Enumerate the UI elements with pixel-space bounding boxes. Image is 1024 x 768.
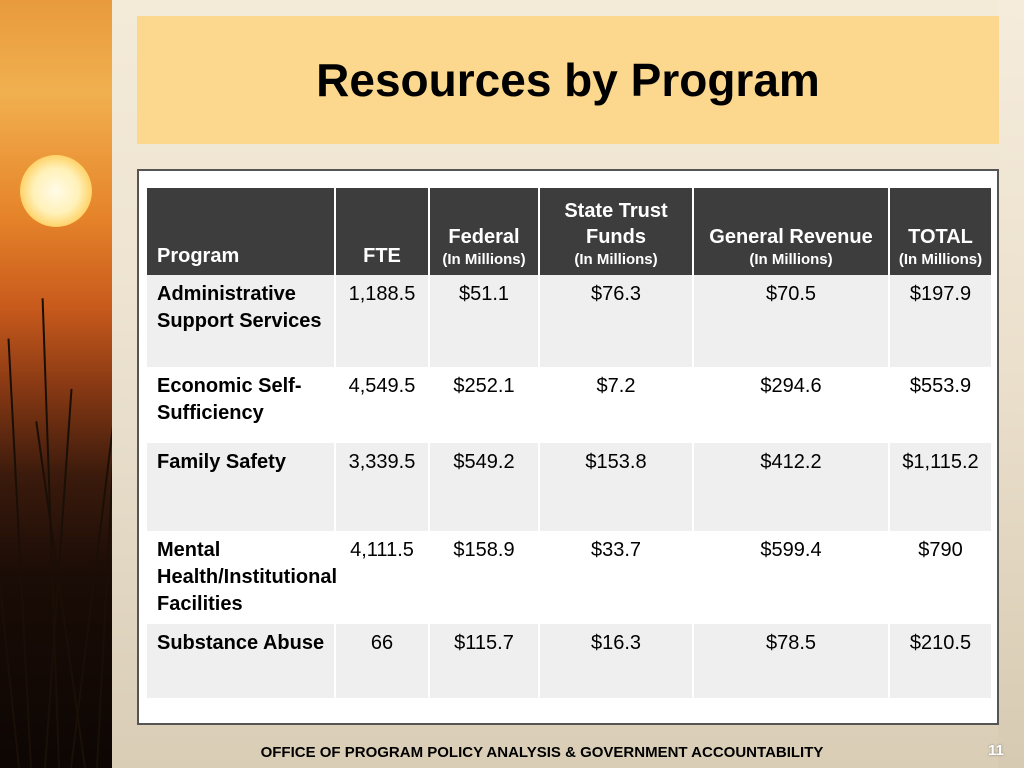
column-header-sublabel: (In Millions) — [574, 251, 658, 268]
state-trust-cell: $7.2 — [539, 367, 693, 443]
table-row — [147, 275, 991, 367]
column-header-label: General Revenue — [709, 226, 873, 248]
column-header-sublabel: (In Millions) — [749, 251, 833, 268]
fte-cell: 1,188.5 — [335, 275, 429, 367]
title-band — [137, 16, 999, 144]
header-row — [147, 188, 991, 275]
column-header — [889, 188, 991, 275]
federal-cell: $51.1 — [429, 275, 539, 367]
general-revenue-cell: $78.5 — [693, 624, 889, 698]
column-header-label: State Trust Funds — [564, 200, 668, 248]
fte-cell: 3,339.5 — [335, 443, 429, 531]
fte-cell: 4,549.5 — [335, 367, 429, 443]
total-cell: $790 — [889, 531, 991, 624]
total-cell: $1,115.2 — [889, 443, 991, 531]
program-cell: Administrative Support Services — [147, 275, 335, 367]
fte-cell: 4,111.5 — [335, 531, 429, 624]
table-row — [147, 443, 991, 531]
total-cell: $197.9 — [889, 275, 991, 367]
total-cell: $553.9 — [889, 367, 991, 443]
state-trust-cell: $33.7 — [539, 531, 693, 624]
column-header-sublabel: (In Millions) — [898, 251, 983, 268]
federal-cell: $115.7 — [429, 624, 539, 698]
federal-cell: $252.1 — [429, 367, 539, 443]
program-cell: Mental Health/Institutional Facilities — [147, 531, 335, 624]
column-header-label: FTE — [363, 245, 401, 267]
table-row — [147, 624, 991, 698]
column-header — [539, 188, 693, 275]
state-trust-cell: $16.3 — [539, 624, 693, 698]
table-row — [147, 367, 991, 443]
column-header — [693, 188, 889, 275]
footer-text: OFFICE OF PROGRAM POLICY ANALYSIS & GOVERNMENT ACCOUNTABILITY — [260, 744, 824, 761]
general-revenue-cell: $599.4 — [693, 531, 889, 624]
sunset-photo — [0, 0, 112, 768]
column-header-label: Federal — [448, 226, 520, 248]
table-row — [147, 531, 991, 624]
table-frame — [137, 169, 999, 725]
background-photo-edge — [998, 0, 1024, 768]
resources-table — [147, 188, 991, 698]
program-cell: Economic Self-Sufficiency — [147, 367, 335, 443]
column-header-label: TOTAL — [908, 226, 973, 248]
fte-cell: 66 — [335, 624, 429, 698]
page-number: 11 — [988, 742, 1004, 759]
general-revenue-cell: $412.2 — [693, 443, 889, 531]
program-cell: Substance Abuse — [147, 624, 335, 698]
total-cell: $210.5 — [889, 624, 991, 698]
slide-title: Resources by Program — [316, 54, 820, 106]
column-header-sublabel: (In Millions) — [442, 251, 526, 268]
column-header — [335, 188, 429, 275]
column-header-label: Program — [157, 245, 240, 267]
state-trust-cell: $153.8 — [539, 443, 693, 531]
federal-cell: $549.2 — [429, 443, 539, 531]
sun-graphic — [20, 155, 92, 227]
federal-cell: $158.9 — [429, 531, 539, 624]
program-cell: Family Safety — [147, 443, 335, 531]
column-header — [147, 188, 335, 275]
state-trust-cell: $76.3 — [539, 275, 693, 367]
column-header — [429, 188, 539, 275]
general-revenue-cell: $70.5 — [693, 275, 889, 367]
general-revenue-cell: $294.6 — [693, 367, 889, 443]
